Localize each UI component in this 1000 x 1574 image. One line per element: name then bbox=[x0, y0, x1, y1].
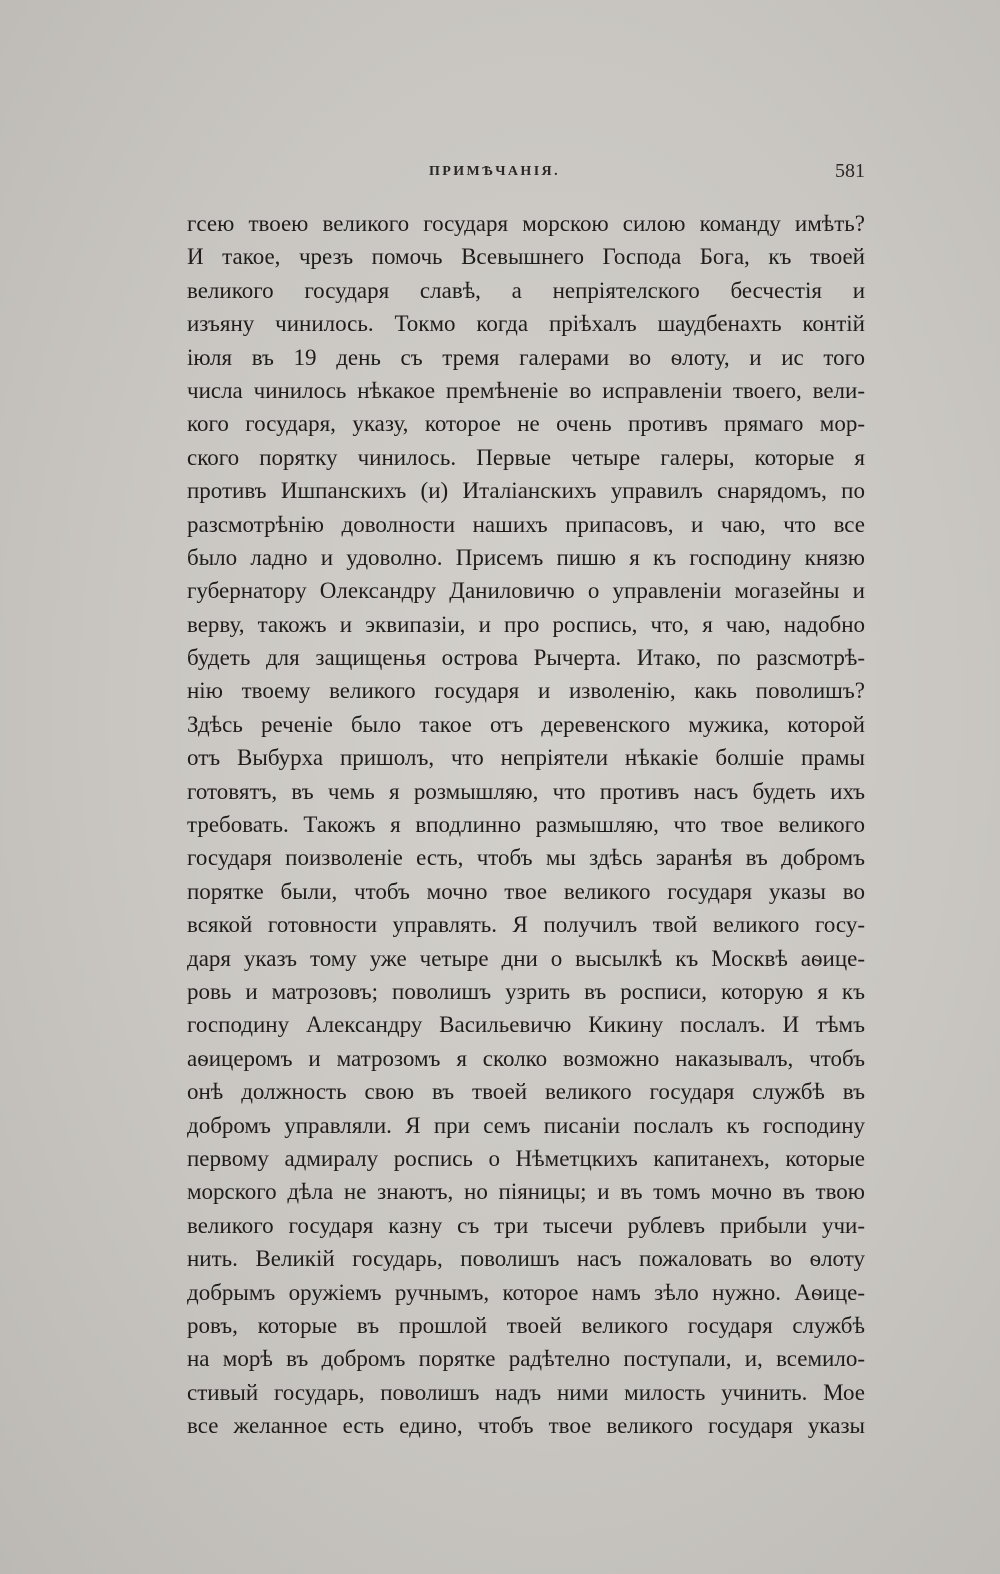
text-line: морского дѣла не знаютъ, но піяницы; и въ томъ мочно въ твою bbox=[187, 1179, 865, 1205]
text-line: даря указъ тому уже четыре дни о высылкѣ къ Москвѣ аѳице- bbox=[187, 945, 865, 971]
text-line: требовать. Такожъ я вподлинно размышляю, что твое великого bbox=[187, 812, 865, 838]
text-line: все желанное есть едино, чтобъ твое великого государя указы bbox=[187, 1413, 865, 1439]
text-line: И такое, чрезъ помочь Всевышнего Господа Бога, къ твоей bbox=[187, 244, 865, 270]
page-number: 581 bbox=[835, 160, 865, 182]
text-line: отъ Выбурха пришолъ, что непріятели нѣкакіе болшіе прамы bbox=[187, 745, 865, 771]
text-line: противъ Ишпанскихъ (и) Италіанскихъ управилъ снарядомъ, по bbox=[187, 478, 865, 504]
text-line: іюля въ 19 день съ тремя галерами во ѳлоту, и ис того bbox=[187, 344, 865, 370]
text-line: нить. Великій государь, поволишъ насъ пожаловать во ѳлоту bbox=[187, 1246, 865, 1272]
text-line: числа чинилось нѣкакое премѣненіе во исправленіи твоего, вели- bbox=[187, 377, 865, 403]
text-line: порятке были, чтобъ мочно твое великого государя указы во bbox=[187, 878, 865, 904]
text-line: на морѣ въ добромъ порятке радѣтелно поступали, и, всемило- bbox=[187, 1346, 865, 1372]
text-line: Здѣсь реченіе было такое отъ деревенского мужика, которой bbox=[187, 711, 865, 737]
text-line: всякой готовности управлять. Я получилъ твой великого госу- bbox=[187, 912, 865, 938]
text-line: ровъ, которые въ прошлой твоей великого государя службѣ bbox=[187, 1312, 865, 1338]
text-line: великого государя казну съ три тысечи рублевъ прибыли учи- bbox=[187, 1212, 865, 1238]
text-line: добромъ управляли. Я при семъ писаніи послалъ къ господину bbox=[187, 1112, 865, 1138]
page-header bbox=[187, 160, 865, 190]
running-head: ПРИМѢЧАНІЯ. bbox=[429, 164, 560, 179]
text-line: ровь и матрозовъ; поволишъ узрить въ росписи, которую я къ bbox=[187, 978, 865, 1004]
text-line: онѣ должность свою въ твоей великого государя службѣ въ bbox=[187, 1079, 865, 1105]
text-line: аѳицеромъ и матрозомъ я сколко возможно наказывалъ, чтобъ bbox=[187, 1045, 865, 1071]
text-line: изъяну чинилось. Токмо когда пріѣхалъ шаудбенахть контій bbox=[187, 311, 865, 337]
text-line: будеть для защищенья острова Рычерта. Итако, по разсмотрѣ- bbox=[187, 645, 865, 671]
text-line: господину Александру Васильевичю Кикину послалъ. И тѣмъ bbox=[187, 1012, 865, 1038]
text-line: было ладно и удоволно. Присемъ пишю я къ господину князю bbox=[187, 544, 865, 570]
text-line: губернатору Олександру Даниловичю о управленіи могазейны и bbox=[187, 578, 865, 604]
text-line: нію твоему великого государя и изволенію, какь поволишъ? bbox=[187, 678, 865, 704]
text-line: ского порятку чинилось. Первые четыре галеры, которые я bbox=[187, 444, 865, 470]
text-line: добрымъ оружіемъ ручнымъ, которое намъ зѣло нужно. Аѳице- bbox=[187, 1279, 865, 1305]
text-line: первому адмиралу роспись о Нѣметцкихъ капитанехъ, которые bbox=[187, 1145, 865, 1171]
text-line: разсмотрѣнію доволности нашихъ припасовъ, и чаю, что все bbox=[187, 511, 865, 537]
text-line: кого государя, указу, которое не очень противъ прямаго мор- bbox=[187, 411, 865, 437]
text-line: верву, такожъ и эквипазіи, и про роспись, что, я чаю, надобно bbox=[187, 611, 865, 637]
text-line: государя поизволеніе есть, чтобъ мы здѣсь заранѣя въ добромъ bbox=[187, 845, 865, 871]
body-text bbox=[187, 207, 865, 1442]
text-line: гсею твоею великого государя морскою силою команду имѣть? bbox=[187, 211, 865, 236]
text-line: стивый государь, поволишъ надъ ними милость учинить. Мое bbox=[187, 1379, 865, 1405]
text-line: великого государя славѣ, а непріятелского бесчестія и bbox=[187, 277, 865, 303]
text-line: готовятъ, въ чемь я розмышляю, что противъ насъ будеть ихъ bbox=[187, 778, 865, 804]
